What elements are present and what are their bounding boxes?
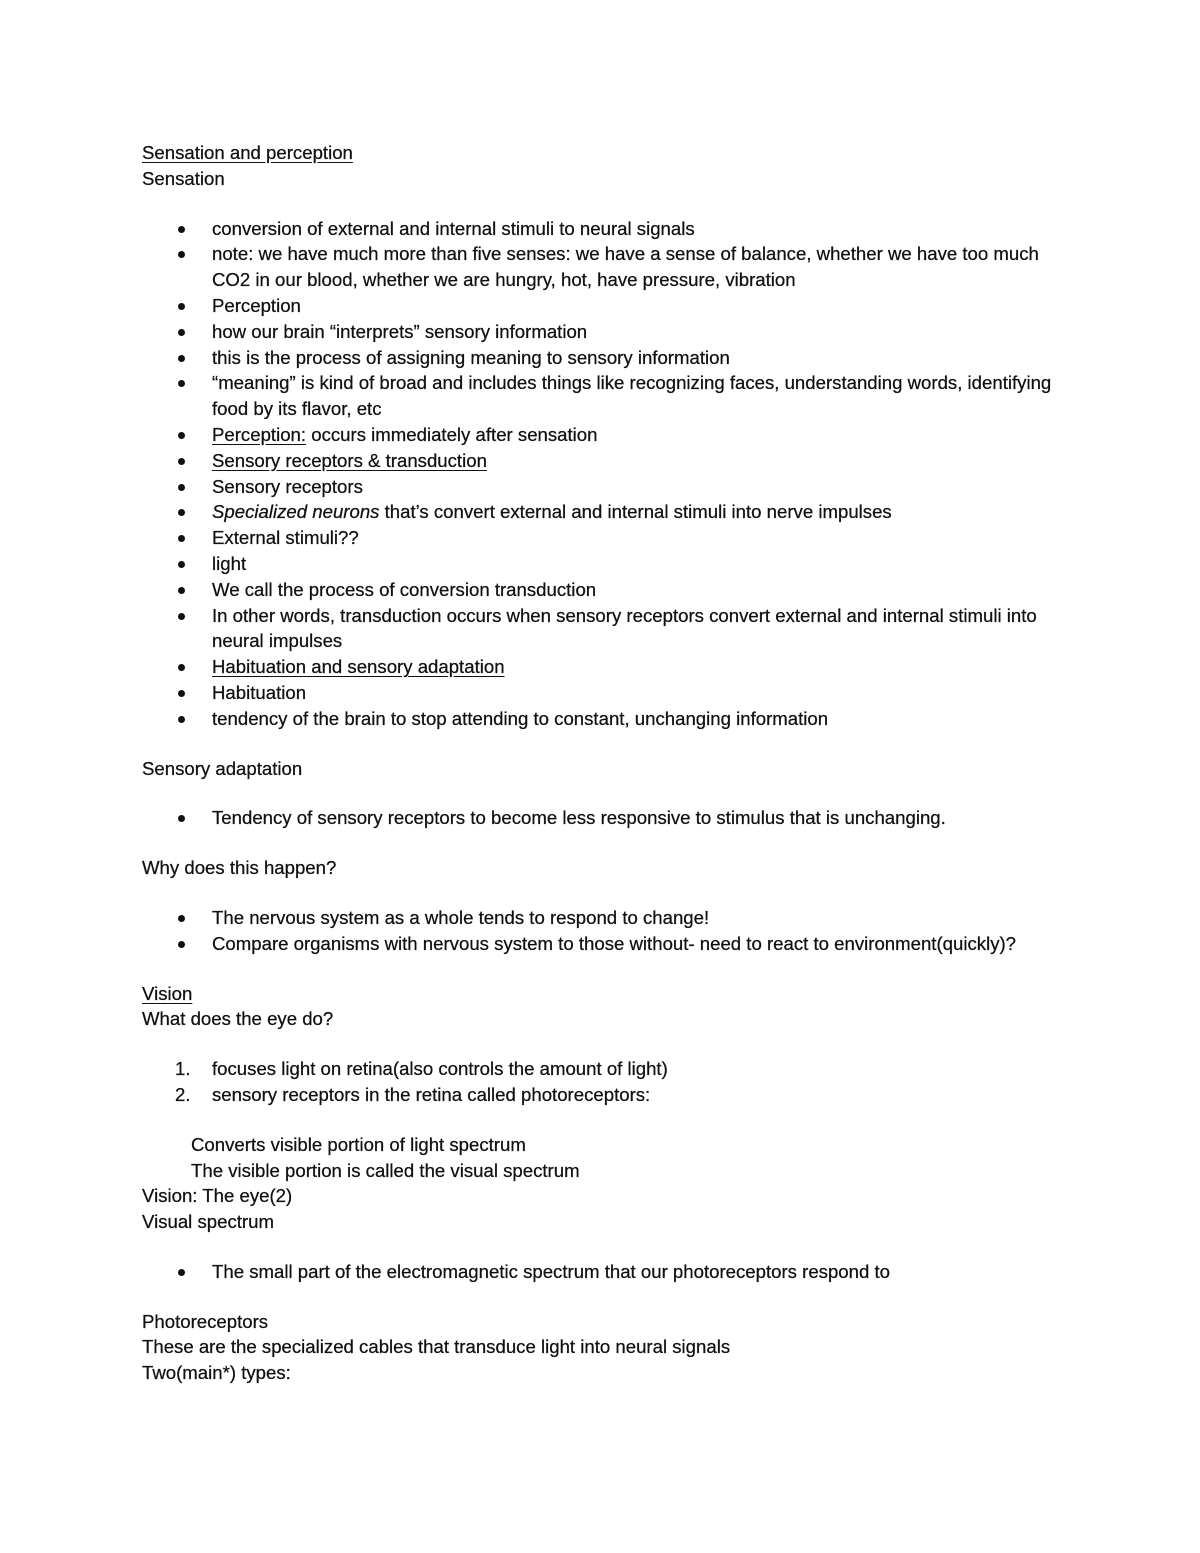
spectrum-bullet-list bbox=[142, 1259, 1072, 1285]
section-label-sensation: Sensation bbox=[142, 167, 225, 189]
list-item-text: sensory receptors in the retina called photoreceptors: bbox=[212, 1083, 651, 1105]
list-item-text: The nervous system as a whole tends to respond to change! bbox=[212, 906, 710, 928]
list-item-text: Tendency of sensory receptors to become less responsive to stimulus that is unchanging. bbox=[212, 807, 946, 829]
spacer bbox=[142, 1285, 1072, 1309]
list-item bbox=[142, 577, 1072, 603]
spacer bbox=[142, 732, 1072, 756]
converts-line: Converts visible portion of light spectrum bbox=[191, 1133, 526, 1155]
bullet-icon bbox=[178, 613, 185, 620]
bullet-icon bbox=[178, 509, 185, 516]
bullet-icon bbox=[178, 355, 185, 362]
list-item-text: Compare organisms with nervous system to those without- need to react to environment(quickly)? bbox=[212, 932, 1017, 954]
list-item-text: this is the process of assigning meaning to sensory information bbox=[212, 346, 730, 368]
bullet-icon bbox=[178, 535, 185, 542]
list-item bbox=[142, 345, 1072, 371]
list-item-text: Habituation bbox=[212, 681, 307, 703]
bullet-icon bbox=[178, 941, 185, 948]
list-item bbox=[142, 603, 1072, 655]
spacer bbox=[142, 957, 1072, 981]
eye-question: What does the eye do? bbox=[142, 1008, 334, 1030]
bullet-icon bbox=[178, 915, 185, 922]
list-number: 2. bbox=[175, 1083, 191, 1105]
bullet-icon bbox=[178, 484, 185, 491]
list-item bbox=[142, 293, 1072, 319]
list-item bbox=[142, 805, 1072, 831]
list-item-text: We call the process of conversion transduction bbox=[212, 578, 597, 600]
bullet-icon bbox=[178, 329, 185, 336]
bullet-icon bbox=[178, 432, 185, 439]
list-item bbox=[142, 319, 1072, 345]
spacer bbox=[142, 1108, 1072, 1132]
list-item-text: The small part of the electromagnetic spectrum that our photoreceptors respond to bbox=[212, 1260, 890, 1282]
visual-spectrum-label: Visual spectrum bbox=[142, 1211, 274, 1233]
list-item-text: conversion of external and internal stimuli to neural signals bbox=[212, 217, 695, 239]
photoreceptors-line: These are the specialized cables that transduce light into neural signals bbox=[142, 1336, 731, 1358]
eye-numbered-list bbox=[142, 1056, 1072, 1108]
list-item-text: In other words, transduction occurs when sensory receptors convert external and internal stimuli into neural impulses bbox=[212, 604, 1037, 652]
page-title: Sensation and perception bbox=[142, 142, 353, 163]
list-item-text: occurs immediately after sensation bbox=[306, 423, 598, 445]
list-item-text: tendency of the brain to stop attending to constant, unchanging information bbox=[212, 707, 829, 729]
list-item bbox=[142, 680, 1072, 706]
list-item-text: focuses light on retina(also controls the amount of light) bbox=[212, 1058, 668, 1080]
list-item bbox=[142, 216, 1072, 242]
bullet-icon bbox=[178, 561, 185, 568]
bullet-icon bbox=[178, 226, 185, 233]
list-item bbox=[142, 654, 1072, 680]
bullet-icon bbox=[178, 664, 185, 671]
subheading-receptors: Sensory receptors & transduction bbox=[212, 449, 487, 471]
spacer bbox=[142, 1235, 1072, 1259]
bullet-icon bbox=[178, 303, 185, 310]
italic-term: Specialized neurons bbox=[212, 501, 380, 523]
bullet-icon bbox=[178, 458, 185, 465]
adaptation-bullet-list bbox=[142, 805, 1072, 831]
list-item bbox=[142, 448, 1072, 474]
photoreceptors-label: Photoreceptors bbox=[142, 1310, 269, 1332]
section-label-adaptation: Sensory adaptation bbox=[142, 757, 303, 779]
list-item bbox=[142, 1082, 1072, 1108]
spacer bbox=[142, 192, 1072, 216]
list-item-text: Perception bbox=[212, 294, 301, 316]
bullet-icon bbox=[178, 716, 185, 723]
list-item-text: light bbox=[212, 552, 247, 574]
list-item bbox=[142, 499, 1072, 525]
perception-label: Perception: bbox=[212, 423, 307, 445]
list-item bbox=[142, 1056, 1072, 1082]
bullet-icon bbox=[178, 587, 185, 594]
why-bullet-list bbox=[142, 905, 1072, 957]
subheading-habituation: Habituation and sensory adaptation bbox=[212, 656, 505, 678]
spacer bbox=[142, 1032, 1072, 1056]
list-item-text: Sensory receptors bbox=[212, 475, 363, 497]
list-item bbox=[142, 370, 1072, 422]
spacer bbox=[142, 881, 1072, 905]
bullet-icon bbox=[178, 815, 185, 822]
spacer bbox=[142, 831, 1072, 855]
vision-heading: Vision bbox=[142, 982, 193, 1004]
list-item bbox=[142, 931, 1072, 957]
list-item bbox=[142, 706, 1072, 732]
vision-eye-label: Vision: The eye(2) bbox=[142, 1185, 293, 1207]
list-number: 1. bbox=[175, 1058, 191, 1080]
list-item-text: External stimuli?? bbox=[212, 527, 359, 549]
list-item bbox=[142, 525, 1072, 551]
sensation-bullet-list bbox=[142, 216, 1072, 732]
list-item-text: how our brain “interprets” sensory information bbox=[212, 320, 588, 342]
spacer bbox=[142, 781, 1072, 805]
section-label-why: Why does this happen? bbox=[142, 857, 337, 879]
list-item bbox=[142, 422, 1072, 448]
bullet-icon bbox=[178, 1269, 185, 1276]
bullet-icon bbox=[178, 380, 185, 387]
list-item bbox=[142, 1259, 1072, 1285]
list-item bbox=[142, 905, 1072, 931]
document-page bbox=[142, 140, 1072, 1386]
visible-portion-line: The visible portion is called the visual spectrum bbox=[191, 1159, 580, 1181]
list-item bbox=[142, 241, 1072, 293]
bullet-icon bbox=[178, 690, 185, 697]
list-item-text: “meaning” is kind of broad and includes things like recognizing faces, understanding words, identifying food by its flavor, etc bbox=[212, 372, 1052, 420]
two-types-line: Two(main*) types: bbox=[142, 1362, 291, 1384]
list-item bbox=[142, 551, 1072, 577]
list-item-text: note: we have much more than five senses: we have a sense of balance, whether we have too much CO2 in our blood, whether we are hungry, hot, have pressure, vibration bbox=[212, 243, 1039, 291]
bullet-icon bbox=[178, 251, 185, 258]
list-item bbox=[142, 474, 1072, 500]
list-item-text: that’s convert external and internal stimuli into nerve impulses bbox=[379, 501, 892, 523]
